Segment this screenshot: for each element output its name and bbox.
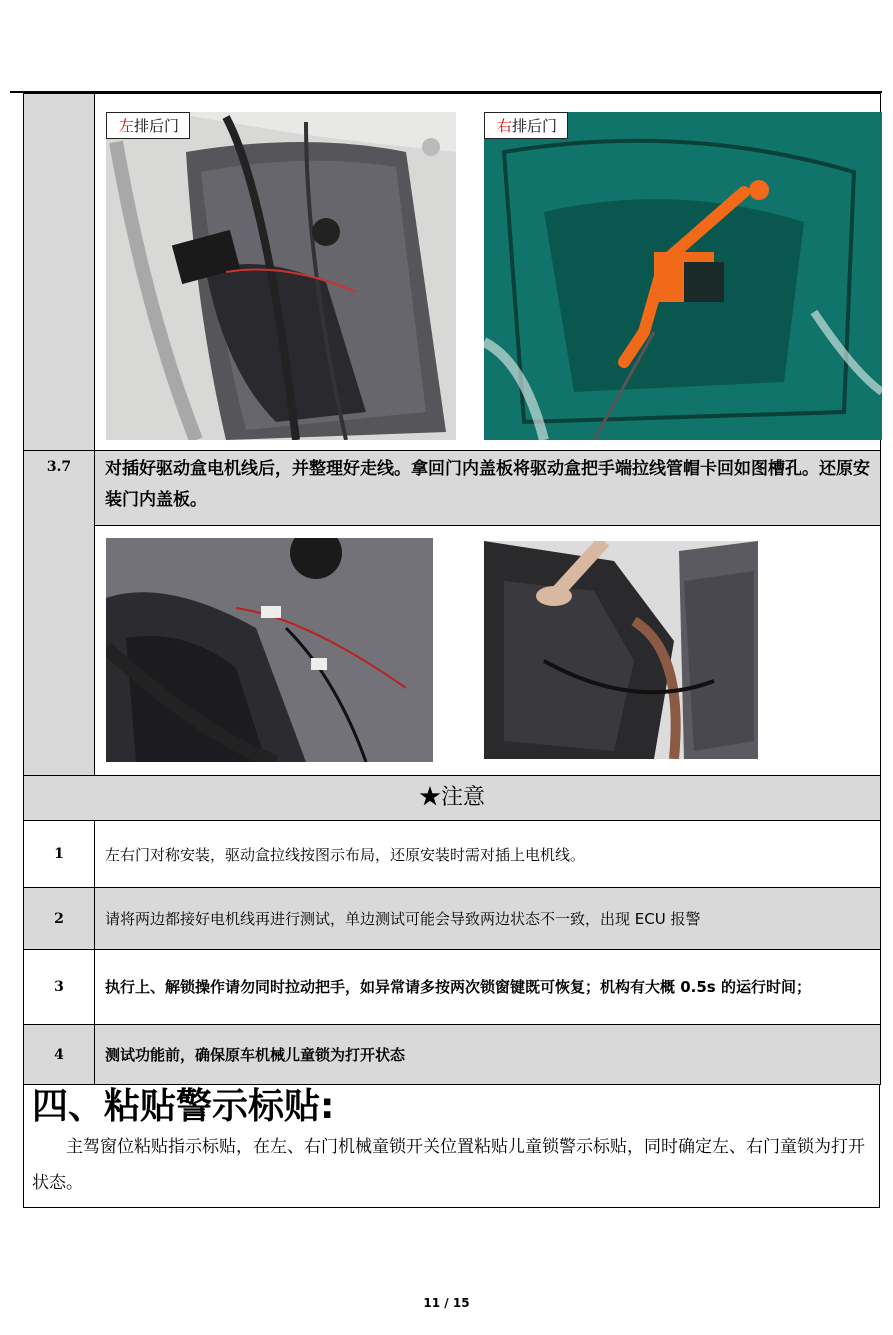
door-panel-install-photo bbox=[484, 541, 758, 759]
notice-item-text: 左右门对称安装，驱动盒拉线按图示布局，还原安装时需对插上电机线。 bbox=[95, 821, 881, 888]
notice-item-text: 执行上、解锁操作请勿同时拉动把手，如异常请多按两次锁窗键既可恢复；机构有大概 0.5s 的运行时间； bbox=[95, 950, 881, 1025]
wiring-photos-row bbox=[95, 526, 881, 776]
right-rear-door-label: 右排后门 bbox=[484, 112, 568, 139]
motor-wiring-photo bbox=[106, 538, 433, 762]
notice-item-text: 测试功能前，确保原车机械儿童锁为打开状态 bbox=[95, 1025, 881, 1085]
section-4-body: 主驾窗位粘贴指示标贴，在左、右门机械童锁开关位置粘贴儿童锁警示标贴，同时确定左、右门童锁为打开状态。 bbox=[32, 1137, 865, 1193]
section-4 bbox=[23, 1085, 880, 1208]
right-rear-door-diagram bbox=[484, 112, 882, 440]
left-rear-door-photo bbox=[106, 112, 456, 440]
notice-item-number: 3 bbox=[24, 950, 95, 1025]
left-rear-door-label: 左排后门 bbox=[106, 112, 190, 139]
page-number: 11 / 15 bbox=[423, 1296, 470, 1310]
notice-item-text: 请将两边都接好电机线再进行测试，单边测试可能会导致两边状态不一致，出现 ECU 报警 bbox=[95, 888, 881, 950]
step-number: 3.7 bbox=[24, 451, 95, 776]
instruction-table bbox=[23, 93, 881, 1085]
notice-title: ★注意 bbox=[24, 776, 881, 821]
document-body bbox=[23, 93, 881, 1208]
door-photos-row bbox=[95, 94, 881, 451]
step-instruction: 对插好驱动盒电机线后，并整理好走线。拿回门内盖板将驱动盒把手端拉线管帽卡回如图槽孔。还原安装门内盖板。 bbox=[95, 451, 881, 526]
section-4-heading: 四、粘贴警示标贴: bbox=[32, 1086, 335, 1127]
step-number-cell bbox=[24, 94, 95, 451]
notice-item-number: 4 bbox=[24, 1025, 95, 1085]
notice-item-number: 1 bbox=[24, 821, 95, 888]
notice-item-number: 2 bbox=[24, 888, 95, 950]
